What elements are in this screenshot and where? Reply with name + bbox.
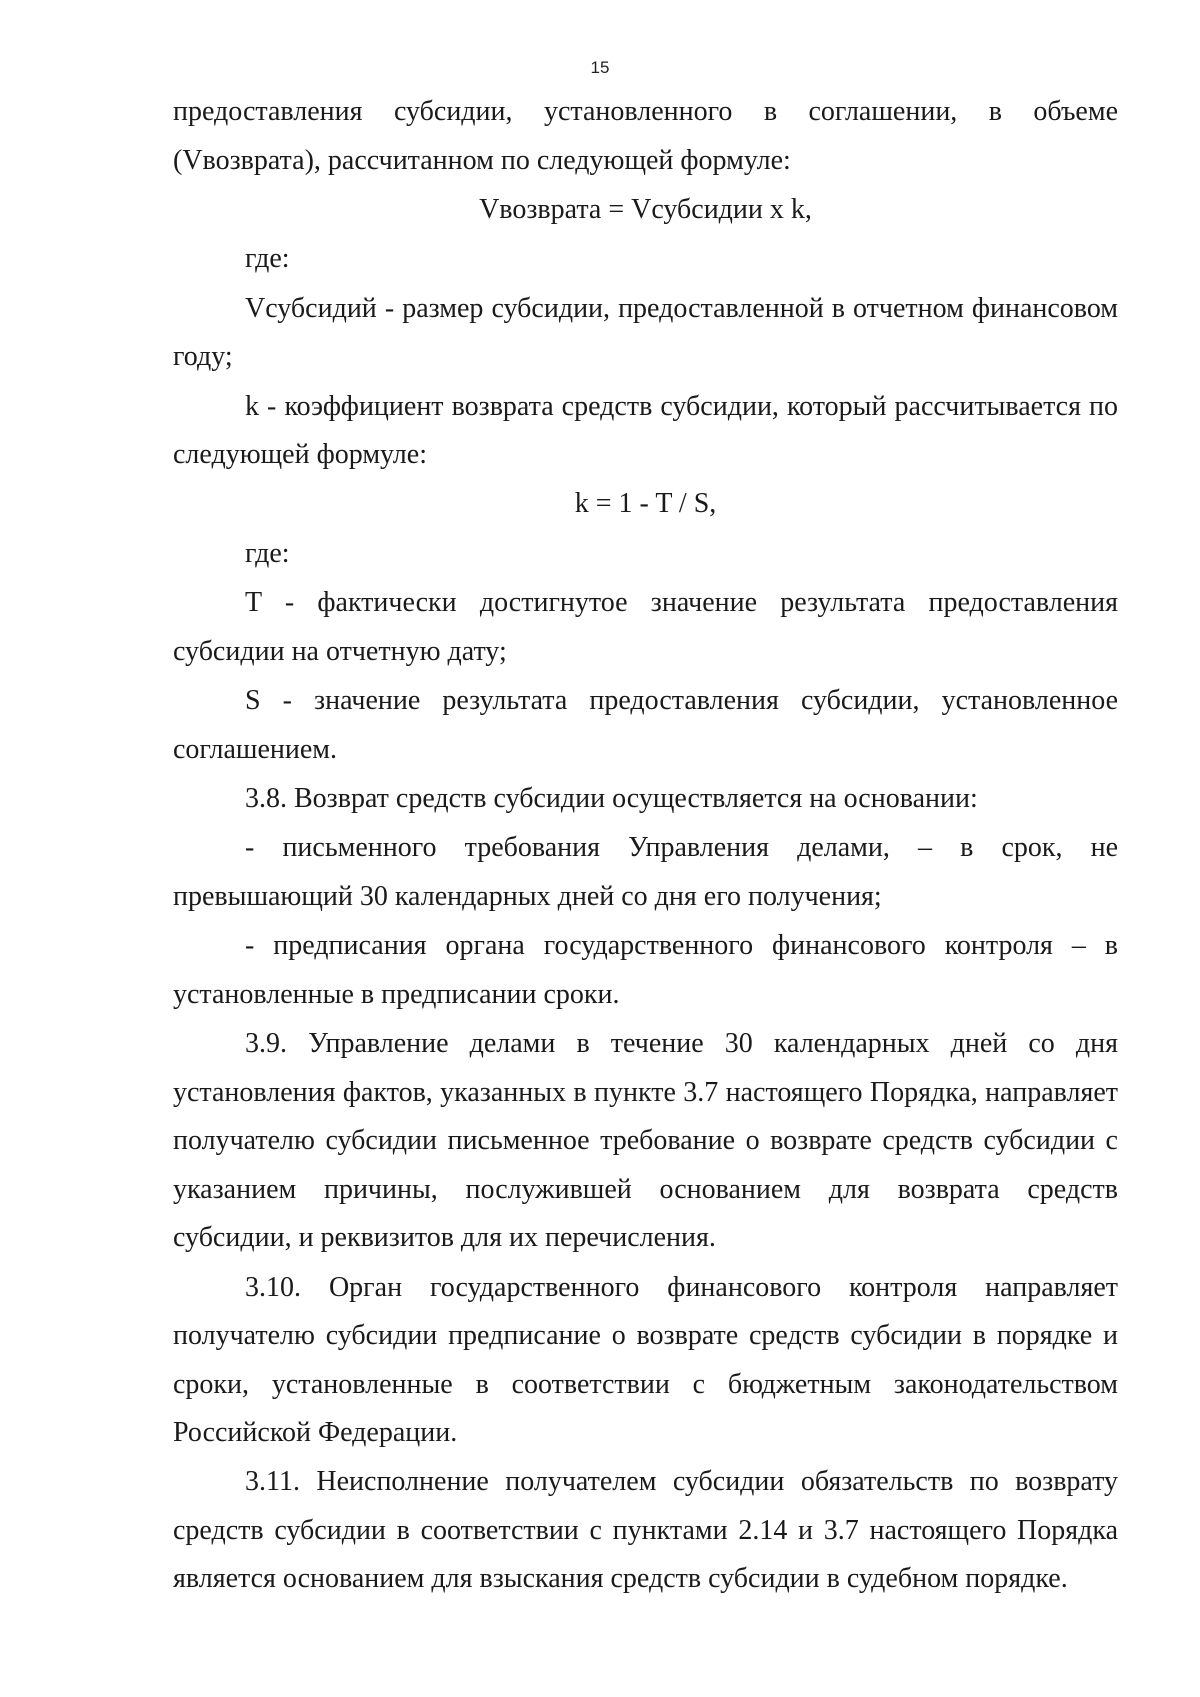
formula-k: k = 1 - T / S, [574,488,717,520]
paragraph-3-10: 3.10. Орган государственного финансового контроля направляет получателю субсидии предписание о возврате средств субсидии в порядке и сроки, установленные в соответствии с бюджетным законодательством Российской Федерации. [173,1271,1118,1449]
paragraph-v-subsidy-definition: Vсубсидий - размер субсидии, предоставленной в отчетном финансовом году; [173,292,1118,373]
paragraph-3-8: 3.8. Возврат средств субсидии осуществляется на основании: [245,783,978,815]
paragraph-k-definition: k - коэффициент возврата средств субсидии, который рассчитывается по следующей формуле: [173,390,1118,471]
paragraph-s-definition: S - значение результата предоставления субсидии, установленное соглашением. [173,685,1118,765]
paragraph-t-definition: T - фактически достигнутое значение результата предоставления субсидии на отчетную дату; [173,587,1118,667]
formula-v-return: Vвозврата = Vсубсидии x k, [479,193,812,225]
paragraph-where: где: [245,243,290,275]
list-item-prescription: - предписания органа государственного финансового контроля – в установленные в предписании сроки. [173,930,1118,1010]
list-item-written-requirement: - письменного требования Управления делами, – в срок, не превышающий 30 календарных дней со дня его получения; [173,832,1118,912]
document-body [173,88,1118,1605]
paragraph-where: где: [245,537,290,569]
paragraph-3-9: 3.9. Управление делами в течение 30 календарных дней со дня установления фактов, указанных в пункте 3.7 настоящего Порядка, направляет получателю субсидии письменное требование о возврате средств субсидии с указанием причины, послужившей основанием для возврата средств субсидии, и реквизитов для их перечисления. [173,1028,1118,1254]
page-number: 15 [590,58,610,77]
paragraph-continuation: предоставления субсидии, установленного в соглашении, в объеме (Vвозврата), рассчитанном по следующей формуле: [173,96,1118,176]
paragraph-3-11: 3.11. Неисполнение получателем субсидии обязательств по возврату средств субсидии в соответствии с пунктами 2.14 и 3.7 настоящего Порядка является основанием для взыскания средств субсидии в судебном порядке. [173,1466,1118,1595]
